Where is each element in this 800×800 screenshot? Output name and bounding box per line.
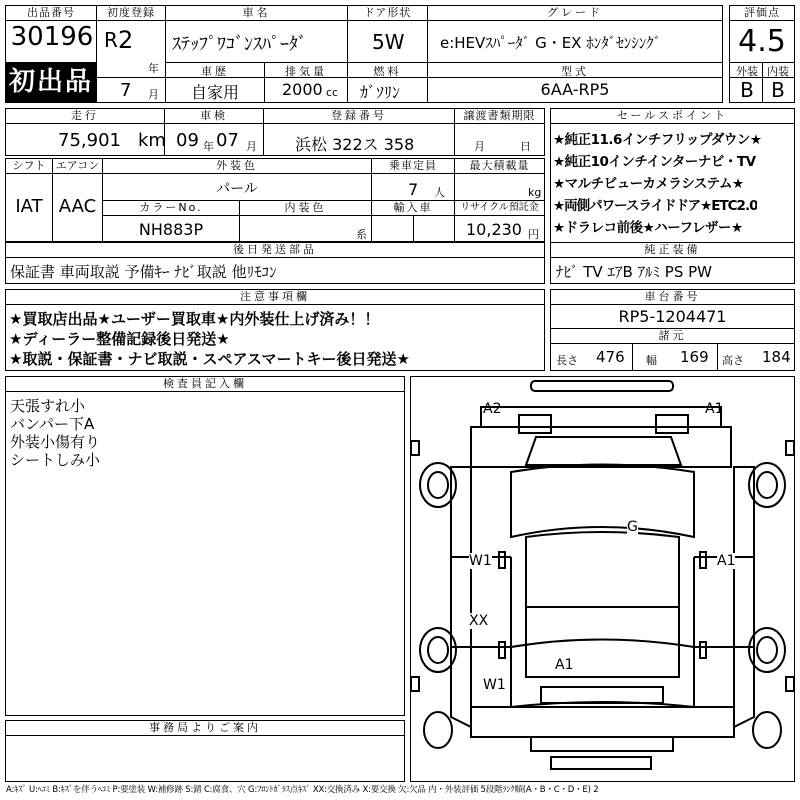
legend: A:ｷｽﾞ U:ﾍｺﾐ B:ｷｽﾞを伴うﾍｺﾐ P:要塗装 W:補修跡 S:錆 C:腐食、穴 G:ﾌﾛﾝﾄｶﾞﾗｽ点ｷｽﾞ XX:交換済み X:要交換 欠:欠品 内・外装評価 5段階ﾗﾝｸ順(A・B・C・D・E) 2 [6,785,599,795]
mark-xx: XX [469,613,489,629]
length-label: 長さ [556,354,578,367]
sales-points-label: セールスポイント [551,109,794,124]
first-reg-month: 7 [120,80,132,101]
score-label: 評価点 [730,6,794,21]
first-listing-badge: 初出品 [6,62,96,102]
recycle-fee: 10,230 [466,220,522,239]
color-no-label: カラーNo. [103,201,239,216]
equipment: ﾅﾋﾞ TV ｴｱB ｱﾙﾐ PS PW [556,263,712,281]
inspector-line: 天張すれ小 [10,397,86,415]
notes-label: 注意事項欄 [6,290,544,305]
fuel: ｶﾞｿﾘﾝ [360,83,401,102]
note-line: ★取説・保証書・ナビ取説・スペアスマートキー後日発送★ [9,350,410,368]
import-label: 輸入車 [372,201,454,216]
inspector-line: シートしみ小 [10,451,101,469]
sales-point: ★マルチビューカメラシステム★ [553,176,744,192]
grade: e:HEVｽﾊﾟｰﾀﾞ G・EX ﾎﾝﾀﾞｾﾝｼﾝｸﾞ [440,34,662,52]
inspector-line: 外装小傷有り [10,433,101,451]
plate-number: 浜松 322ス 358 [295,135,415,154]
year-unit: 年 [148,62,159,75]
inspector-label: 検査員記入欄 [6,377,404,392]
chassis-label: 車台番号 [551,290,794,305]
exterior-grade: B [740,78,754,102]
mark-a1-bottom: A1 [555,657,574,673]
transfer-month-unit: 月 [474,140,485,153]
later-parts-label: 後日発送部品 [6,243,544,258]
inspection-year: 09 [176,130,199,151]
fuel-label: 燃料 [373,65,402,78]
inspection-year-unit: 年 [203,140,214,153]
lot-number: 30196 [10,22,94,52]
interior-color-label: 内装色 [240,201,371,216]
length: 476 [596,348,625,366]
first-reg-year: 2 [118,26,134,54]
sales-point: ★ドラレコ前後★ハーフレザー★ [553,220,743,236]
car-outline [411,377,794,781]
model-code: 6AA-RP5 [540,80,610,99]
width-label: 幅 [646,354,657,367]
ac-label: エアコン [53,159,102,174]
first-reg-label: 初度登録 [97,6,165,21]
capacity-unit: 人 [434,186,445,199]
plate-label: 登録番号 [264,109,454,124]
width: 169 [680,348,709,366]
score: 4.5 [738,24,786,59]
mileage-unit: km [138,130,166,151]
mileage: 75,901 [58,130,121,151]
grade-label: グレード [428,6,722,21]
transfer-label: 譲渡書類期限 [455,109,544,124]
transfer-day-unit: 日 [520,140,531,153]
interior-grade: B [771,78,785,102]
recycle-unit: 円 [528,228,539,241]
load-unit: kg [528,186,542,199]
car-diagram [410,376,795,782]
history-label: 車歴 [201,65,229,78]
displacement: 2000 [282,80,323,99]
mileage-label: 走行 [6,109,164,124]
month-unit: 月 [148,88,159,101]
mark-a2: A2 [483,401,502,417]
color-number: NH883P [138,220,204,239]
era: R [104,28,118,52]
exterior-label: 外装 [736,65,758,78]
history: 自家用 [190,83,239,102]
mark-g: G [627,519,638,535]
mark-w1-bottom: W1 [483,677,506,693]
dimensions-label: 諸元 [551,329,794,344]
interior-label: 内装 [767,65,789,78]
interior-color-unit: 系 [356,228,367,241]
shift-label: シフト [6,159,52,174]
color-label: 外装色 [103,159,371,174]
car-name: ｽﾃｯﾌﾟﾜｺﾞﾝｽﾊﾟｰﾀﾞ [172,34,307,55]
inspection-month-unit: 月 [246,140,257,153]
exterior-color: パール [216,181,258,197]
height-label: 高さ [722,354,744,367]
inspection-label: 車検 [165,109,263,124]
ac: AAC [58,196,97,217]
model-label: 型式 [561,65,589,78]
later-parts: 保証書 車両取説 予備ｷｰ ﾅﾋﾞ取説 他ﾘﾓｺﾝ [10,263,277,281]
sales-point: ★純正10インチインターナビ・TV [553,154,756,170]
office-label: 事務局よりご案内 [6,721,404,736]
capacity: 7 [408,180,419,199]
note-line: ★ディーラー整備記録後日発送★ [9,330,230,348]
car-name-label: 車名 [166,6,347,21]
mark-a1-top: A1 [705,401,724,417]
mark-w1-left: W1 [469,553,492,569]
inspection-month: 07 [216,130,239,151]
inspector-line: バンパー下A [10,415,95,433]
door-label: ドア形状 [348,6,427,21]
note-line: ★買取店出品★ユーザー買取車★内外装仕上げ済み！！ [9,310,380,328]
sales-point: ★純正11.6インチフリップダウン★ [553,132,762,148]
chassis-number: RP5-1204471 [618,307,727,326]
load-label: 最大積載量 [455,159,544,174]
displacement-unit: cc [326,86,339,99]
mark-a1-right: A1 [717,553,736,569]
displacement-label: 排気量 [285,65,327,78]
shift: IAT [15,196,43,217]
recycle-label: リサイクル預託金 [455,201,544,216]
door-type: 5W [372,30,405,54]
lot-label: 出品番号 [6,6,96,21]
capacity-label: 乗車定員 [372,159,454,174]
height: 184 [762,348,791,366]
sales-point: ★両側パワースライドドア★ETC2.0 [553,198,758,214]
equipment-label: 純正装備 [551,243,794,258]
